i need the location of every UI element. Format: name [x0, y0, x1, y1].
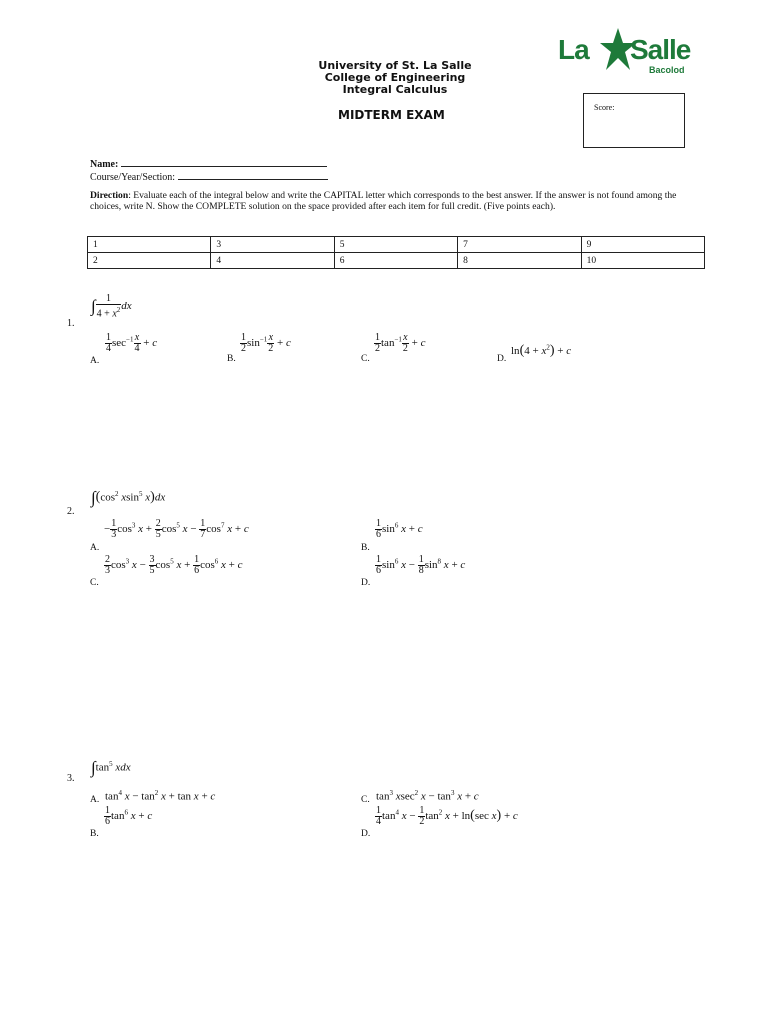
college-name: College of Engineering	[324, 71, 466, 84]
choice-label: B.	[361, 543, 370, 553]
score-box	[583, 93, 685, 148]
answer-cell[interactable]: 1	[88, 237, 211, 253]
answer-cell[interactable]: 9	[581, 237, 704, 253]
choice-label: B.	[227, 354, 236, 364]
answer-cell[interactable]: 10	[581, 253, 704, 269]
choice-3c-expression: $\tan^3 xsec^2$ $x - \tan^3 x + c$	[376, 789, 479, 803]
question-number: 2.	[67, 506, 75, 517]
question-number: 1.	[67, 318, 75, 329]
choice-label: C.	[90, 578, 99, 588]
section-line[interactable]	[178, 169, 328, 180]
logo-text-la: La	[558, 34, 589, 65]
choice-label: A.	[90, 543, 100, 553]
direction-label: Direction	[90, 190, 129, 201]
logo-text-campus: Bacolod	[649, 65, 685, 75]
choice-2c-expression: $\frac{1}{6}$ $\sin^6 x + c$	[376, 518, 423, 540]
name-field	[90, 156, 327, 170]
answer-cell[interactable]: 2	[88, 253, 211, 269]
choice-label: A.	[90, 795, 100, 805]
course-name: Integral Calculus	[342, 83, 448, 96]
university-name: University of St. La Salle	[318, 59, 472, 72]
choice-2a-expression: − $\frac{1}{3}$ $\cos^3 x$ + $\frac{2}{5}$ $\cos^5 x$ − $\frac{1}{7}$ $\cos^7 x + c$	[104, 518, 249, 540]
choice-label: C.	[361, 354, 370, 364]
name-label: Name:	[90, 159, 119, 170]
choice-3d-expression: $\frac{1}{4}$ $\tan^4 x$ − $\frac{1}{2}$ $\tan^2 x + \ln(\sec$ x) + c	[376, 805, 518, 827]
answer-cell[interactable]: 4	[211, 253, 334, 269]
question-2-integral: $\int(\cos^2$ xsin$^5$ x)dx	[91, 488, 166, 507]
choice-label: D.	[361, 829, 371, 839]
table-row	[88, 237, 705, 253]
la-salle-logo	[556, 30, 706, 80]
answer-cell[interactable]: 3	[211, 237, 334, 253]
choice-1c-expression: $\frac{1}{2}$ $\tan^{-1}$ $\frac{x}{2}$ + c	[375, 332, 426, 354]
answer-table	[87, 236, 705, 269]
choice-1d-expression: $\ln(4 + x^2) + c$	[511, 343, 572, 358]
answer-cell[interactable]: 6	[334, 253, 457, 269]
direction-body: : Evaluate each of the integral below and write the CAPITAL letter which corresponds to the best answer. If the answer is not found among the choices, write N. Show the COMPLETE solution on the space provided after each item for full credit. (Five points each).	[90, 190, 677, 212]
table-row	[88, 253, 705, 269]
answer-cell[interactable]: 5	[334, 237, 457, 253]
choice-label: A.	[90, 356, 100, 366]
question-1-integral: ∫ $\frac{1}{4 + x^2}$ dx	[91, 293, 132, 320]
answer-cell[interactable]: 7	[458, 237, 581, 253]
choice-2b-expression: $\frac{2}{3}$ $\cos^3 x$ − $\frac{3}{5}$ $\cos^5 x$ + $\frac{1}{6}$ $\cos^6 x + c$	[105, 554, 243, 576]
section-field	[90, 169, 328, 183]
question-number: 3.	[67, 773, 75, 784]
section-label: Course/Year/Section:	[90, 172, 176, 183]
exam-title: MIDTERM EXAM	[338, 108, 445, 122]
choice-3a-expression: $\tan^4 x - \tan^2 x + \tan x + c$	[105, 789, 216, 803]
choice-label: D.	[497, 354, 507, 364]
choice-2d-expression: $\frac{1}{6}$ $\sin^6 x$ − $\frac{1}{8}$ $\sin^8 x + c$	[376, 554, 466, 576]
logo-text-salle: Salle	[630, 34, 691, 65]
choice-label: B.	[90, 829, 99, 839]
choice-1b-expression: $\frac{1}{2}$ $\sin^{-1}$ $\frac{x}{2}$ + c	[241, 332, 291, 354]
direction-text	[90, 190, 705, 212]
answer-cell[interactable]: 8	[458, 253, 581, 269]
choice-label: C.	[361, 795, 370, 805]
score-label: Score:	[594, 103, 615, 112]
choice-3b-expression: $\frac{1}{6}$ $\tan^6 x + c$	[105, 805, 153, 827]
name-line[interactable]	[121, 156, 327, 167]
choice-1a-expression: $\frac{1}{4}$ $\sec^{-1}$ $\frac{x}{4}$ + c	[106, 332, 158, 354]
question-3-integral: $\int\tan^5$ xdx	[91, 758, 131, 777]
choice-label: D.	[361, 578, 371, 588]
